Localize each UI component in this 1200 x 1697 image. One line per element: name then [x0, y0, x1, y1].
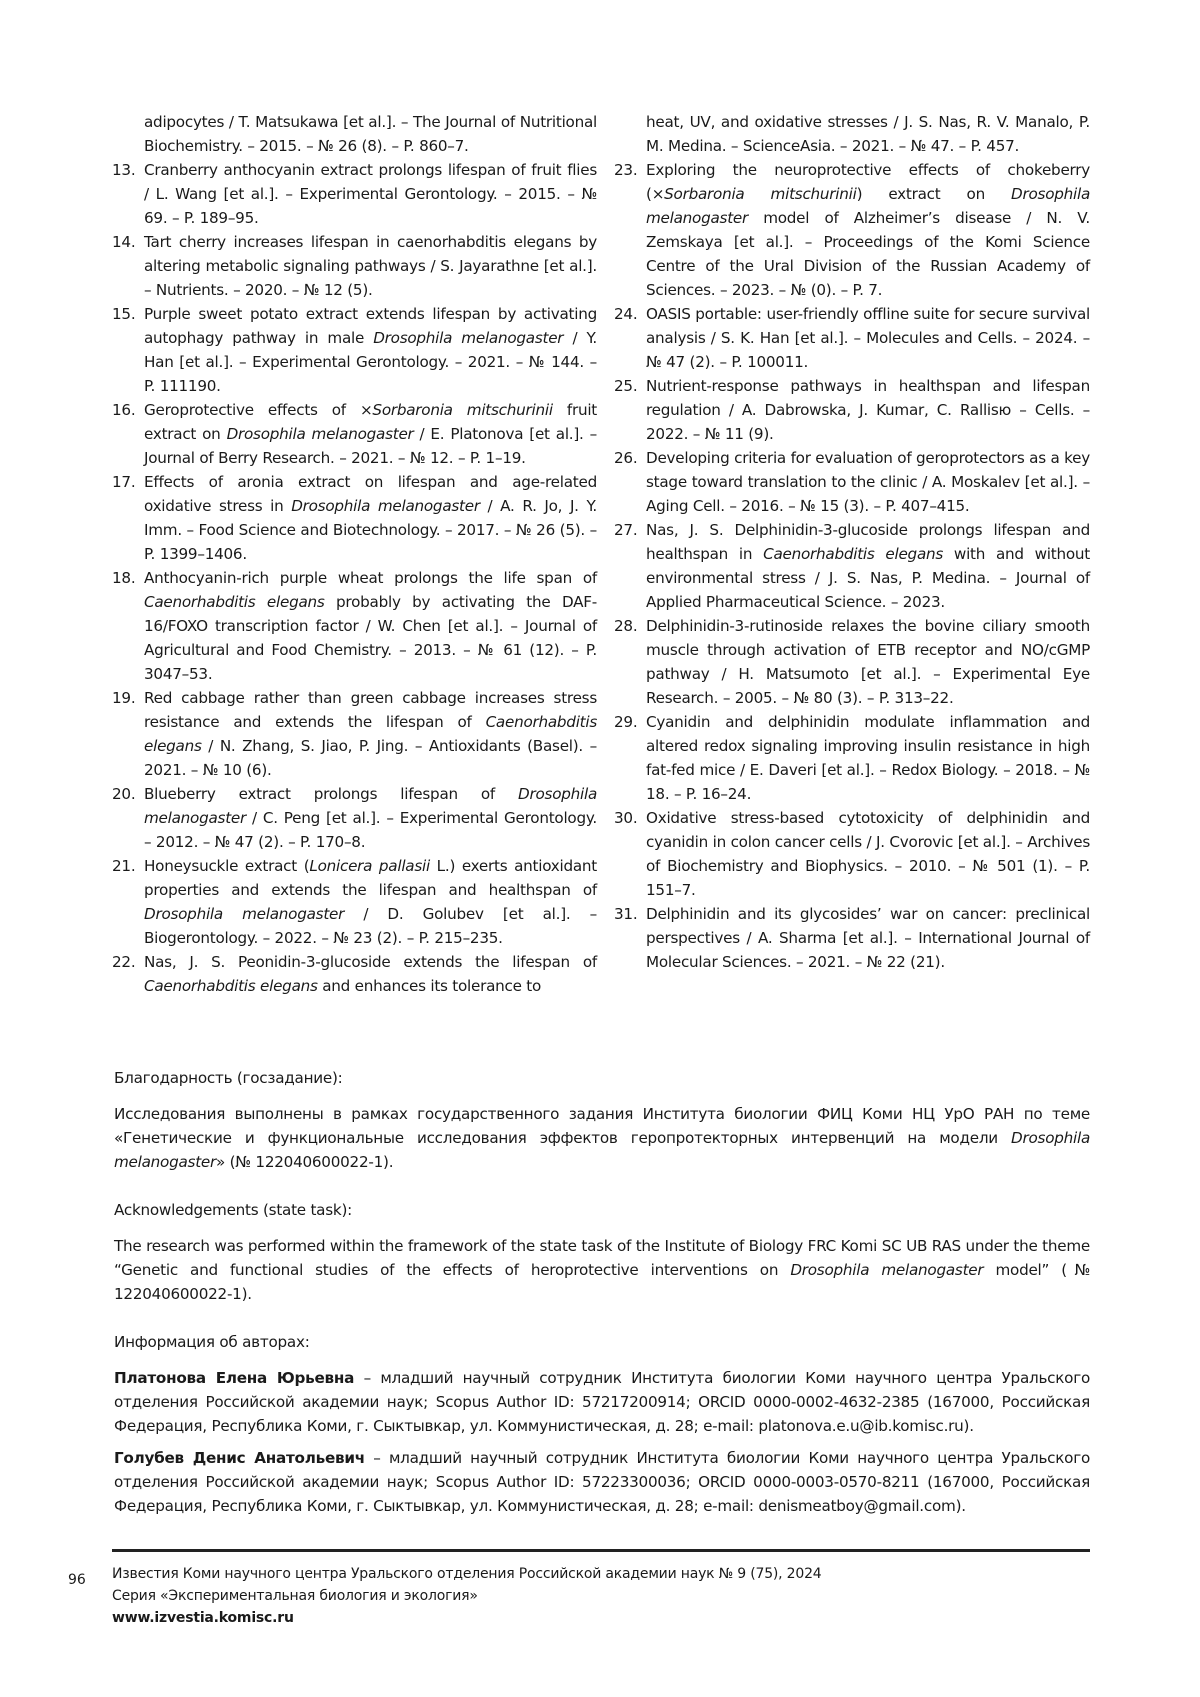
text-run: / C. Peng [et al.]. – Experimental Gerontology. – 2012. – № 47 (2). – P. 170–8. — [144, 809, 597, 851]
text-run: Tart cherry increases lifespan in caenorhabditis elegans by altering metabolic signaling pathways / S. Jayarathne [et al.]. – Nutrients. – 2020. – № 12 (5). — [144, 233, 597, 299]
reference-text — [144, 950, 597, 998]
text-run: Исследования выполнены в рамках государственного задания Института биологии ФИЦ Коми НЦ УрО РАН по теме «Генетические и функциональные исследования эффектов геропротекторных интервенций на модели — [114, 1105, 1090, 1147]
text-run: / N. Zhang, S. Jiao, P. Jing. – Antioxidants (Basel). – 2021. – № 10 (6). — [144, 737, 597, 779]
back-matter — [114, 1066, 1090, 1526]
text-run: Anthocyanin-rich purple wheat prolongs the life span of — [144, 569, 597, 587]
species-name: Caenorhabditis elegans — [763, 545, 944, 563]
reference-item — [112, 686, 597, 782]
text-run: Developing criteria for evaluation of geroprotectors as a key stage toward translation to the clinic / A. Moskalev [et al.]. – Aging Cell. – 2016. – № 15 (3). – P. 407–415. — [646, 449, 1090, 515]
text-run: Nutrient-response pathways in healthspan and lifespan regulation / A. Dabrowska, J. Kumar, C. Rallisю – Cells. – 2022. – № 11 (9). — [646, 377, 1090, 443]
reference-text — [614, 110, 1090, 158]
species-name: ×Sorbaronia mitschurinii — [651, 185, 857, 203]
reference-number: 22. — [112, 953, 136, 971]
reference-number: 14. — [112, 233, 136, 251]
species-name: Drosophila melanogaster — [373, 329, 564, 347]
acknowledgement-ru-title: Благодарность (госзадание): — [114, 1069, 343, 1087]
text-run: Purple sweet potato extract extends lifespan by activating autophagy pathway in male — [144, 305, 597, 347]
text-run: Exploring the neuroprotective effects of chokeberry ( — [646, 161, 1090, 203]
footer-journal-title: Известия Коми научного центра Уральского отделения Российской академии наук № 9 (75), 2024 — [112, 1566, 822, 1582]
reference-text — [646, 302, 1090, 374]
authors-title: Информация об авторах: — [114, 1333, 310, 1351]
reference-item — [112, 398, 597, 470]
reference-text — [646, 614, 1090, 710]
reference-text — [144, 566, 597, 686]
reference-text — [646, 374, 1090, 446]
reference-number: 15. — [112, 305, 136, 323]
reference-item — [614, 518, 1090, 614]
reference-item — [112, 110, 597, 158]
reference-number: 16. — [112, 401, 136, 419]
reference-text — [144, 854, 597, 950]
reference-item — [614, 302, 1090, 374]
species-name: Drosophila melanogaster — [144, 785, 597, 827]
author-name: Платонова Елена Юрьевна — [114, 1369, 355, 1387]
reference-number: 18. — [112, 569, 136, 587]
species-name: Lonicera pallasii — [309, 857, 430, 875]
text-run: / A. R. Jo, J. Y. Imm. – Food Science and Biotechnology. – 2017. – № 26 (5). – P. 1399–1406. — [144, 497, 597, 563]
acknowledgement-en-section — [114, 1198, 1090, 1306]
species-name: Caenorhabditis elegans — [144, 977, 318, 995]
text-run: model” (№ 122040600022-1). — [114, 1261, 1090, 1303]
footer-series: Серия «Экспериментальная биология и экология» — [112, 1588, 478, 1604]
author-name: Голубев Денис Анатольевич — [114, 1449, 365, 1467]
reference-item — [614, 110, 1090, 158]
reference-number: 21. — [112, 857, 136, 875]
species-name: Drosophila melanogaster — [291, 497, 480, 515]
reference-text — [646, 710, 1090, 806]
journal-footer — [112, 1563, 822, 1629]
text-run: and enhances its tolerance to — [317, 977, 542, 995]
text-run: Effects of aronia extract on lifespan and age-related oxidative stress in — [144, 473, 597, 515]
author-entry — [114, 1446, 1090, 1518]
reference-number: 26. — [614, 449, 638, 467]
reference-item — [614, 902, 1090, 974]
reference-text — [646, 518, 1090, 614]
references-right-column — [614, 110, 1090, 974]
reference-number: 31. — [614, 905, 638, 923]
species-name: Drosophila melanogaster — [790, 1261, 984, 1279]
text-run: Nas, J. S. Delphinidin-3-glucoside prolongs lifespan and healthspan in — [646, 521, 1090, 563]
reference-item — [112, 158, 597, 230]
reference-number: 29. — [614, 713, 638, 731]
reference-item — [614, 806, 1090, 902]
text-run: Cranberry anthocyanin extract prolongs lifespan of fruit flies / L. Wang [et al.]. – Experimental Gerontology. – 2015. – № 69. – P. 189–95. — [144, 161, 597, 227]
text-run: fruit extract on — [144, 401, 597, 443]
reference-item — [112, 566, 597, 686]
reference-item — [614, 446, 1090, 518]
reference-number: 20. — [112, 785, 136, 803]
text-run: The research was performed within the framework of the state task of the Institute of Biology FRC Komi SC UB RAS under the theme “Genetic and functional studies of the effects of heroprotective interventions on — [114, 1237, 1090, 1279]
reference-item — [112, 302, 597, 398]
footer-website-link[interactable]: www.izvestia.komisc.ru — [112, 1610, 294, 1626]
acknowledgement-en-text — [114, 1234, 1090, 1306]
footer-divider — [112, 1549, 1090, 1552]
species-name: Caenorhabditis elegans — [144, 593, 325, 611]
reference-item — [614, 614, 1090, 710]
text-run: Nas, J. S. Peonidin-3-glucoside extends the lifespan of — [144, 953, 597, 971]
text-run: / D. Golubev [et al.]. – Biogerontology. – 2022. – № 23 (2). – P. 215–235. — [144, 905, 597, 947]
text-run: Delphinidin-3-rutinoside relaxes the bovine ciliary smooth muscle through activation of ETB receptor and NO/cGMP pathway / H. Matsumoto [et al.]. – Experimental Eye Research. – 2005. – № 80 (3). – P. 313–22. — [646, 617, 1090, 707]
text-run: Blueberry extract prolongs lifespan of — [144, 785, 519, 803]
text-run: with and without environmental stress / J. S. Nas, P. Medina. – Journal of Applied Pharmaceutical Science. – 2023. — [646, 545, 1090, 611]
reference-text — [144, 686, 597, 782]
reference-number: 25. — [614, 377, 638, 395]
species-name: Drosophila melanogaster — [144, 905, 345, 923]
reference-text — [144, 230, 597, 302]
text-run: heat, UV, and oxidative stresses / J. S. Nas, R. V. Manalo, P. M. Medina. – ScienceAsia. – 2021. – № 47. – P. 457. — [646, 113, 1090, 155]
text-run: » (№ 122040600022-1). — [216, 1153, 394, 1171]
text-run: probably by activating the DAF-16/FOXO transcription factor / W. Chen [et al.]. – Journal of Agricultural and Food Chemistry. – 2013. – № 61 (12). – P. 3047–53. — [144, 593, 597, 683]
reference-item — [112, 230, 597, 302]
references-left-column — [112, 110, 597, 998]
reference-number: 30. — [614, 809, 638, 827]
acknowledgement-ru-text — [114, 1102, 1090, 1174]
reference-item — [614, 374, 1090, 446]
reference-number: 27. — [614, 521, 638, 539]
reference-number: 23. — [614, 161, 638, 179]
species-name: Drosophila melanogaster — [646, 185, 1090, 227]
reference-text — [112, 110, 597, 158]
author-entry — [114, 1366, 1090, 1438]
text-run: / Y. Han [et al.]. – Experimental Gerontology. – 2021. – № 144. – P. 111190. — [144, 329, 597, 395]
reference-item — [112, 782, 597, 854]
reference-item — [614, 158, 1090, 302]
text-run: Oxidative stress-based cytotoxicity of delphinidin and cyanidin in colon cancer cells / J. Cvorovic [et al.]. – Archives of Biochemistry and Biophysics. – 2010. – № 501 (1). – P. 151–7. — [646, 809, 1090, 899]
species-name: Drosophila melanogaster — [226, 425, 414, 443]
text-run: Cyanidin and delphinidin modulate inflammation and altered redox signaling improving insulin resistance in high fat-fed mice / E. Daveri [et al.]. – Redox Biology. – 2018. – № 18. – P. 16–24. — [646, 713, 1090, 803]
acknowledgement-en-title: Acknowledgements (state task): — [114, 1201, 352, 1219]
text-run: adipocytes / T. Matsukawa [et al.]. – The Journal of Nutritional Biochemistry. – 2015. – № 26 (8). – P. 860–7. — [144, 113, 597, 155]
reference-text — [144, 398, 597, 470]
reference-text — [646, 158, 1090, 302]
reference-text — [144, 158, 597, 230]
reference-text — [646, 902, 1090, 974]
reference-text — [646, 446, 1090, 518]
reference-item — [112, 854, 597, 950]
reference-text — [144, 782, 597, 854]
reference-text — [144, 302, 597, 398]
reference-text — [646, 806, 1090, 902]
text-run: ) extract on — [856, 185, 1012, 203]
text-run: Red cabbage rather than green cabbage increases stress resistance and extends the lifespan of — [144, 689, 597, 731]
page-number: 96 — [68, 1572, 86, 1588]
reference-number: 19. — [112, 689, 136, 707]
reference-number: 17. — [112, 473, 136, 491]
text-run: / E. Platonova [et al.]. – Journal of Berry Research. – 2021. – № 12. – P. 1–19. — [144, 425, 597, 467]
reference-number: 13. — [112, 161, 136, 179]
text-run: Geroprotective effects of — [144, 401, 360, 419]
species-name: Caenorhabditis elegans — [144, 713, 597, 755]
reference-number: 28. — [614, 617, 638, 635]
reference-text — [144, 470, 597, 566]
author-details: – младший научный сотрудник Института биологии Коми научного центра Уральского отделения Российской академии наук; Scopus Author ID: 57223300036; ORCID 0000-0003-0570-8211 (167000, Российская Федерация, Республика Коми, г. Сыктывкар, ул. Коммунистическая, д. 28; e-mail: denismeatboy@gmail.com). — [114, 1449, 1090, 1515]
text-run: model of Alzheimer’s disease / N. V. Zemskaya [et al.]. – Proceedings of the Komi Science Centre of the Ural Division of the Russian Academy of Sciences. – 2023. – № (0). – P. 7. — [646, 209, 1090, 299]
author-details: – младший научный сотрудник Института биологии Коми научного центра Уральского отделения Российской академии наук; Scopus Author ID: 57217200914; ORCID 0000-0002-4632-2385 (167000, Российская Федерация, Республика Коми, г. Сыктывкар, ул. Коммунистическая, д. 28; e-mail: platonova.e.u@ib.komisc.ru). — [114, 1369, 1090, 1435]
text-run: Honeysuckle extract ( — [144, 857, 310, 875]
acknowledgement-ru-section — [114, 1066, 1090, 1174]
text-run: OASIS portable: user-friendly offline suite for secure survival analysis / S. K. Han [et al.]. – Molecules and Cells. – 2024. – № 47 (2). – P. 100011. — [646, 305, 1090, 371]
text-run: Delphinidin and its glycosides’ war on cancer: preclinical perspectives / A. Sharma [et al.]. – International Journal of Molecular Sciences. – 2021. – № 22 (21). — [646, 905, 1090, 971]
reference-item — [112, 470, 597, 566]
reference-number: 24. — [614, 305, 638, 323]
species-name: Drosophila melanogaster — [114, 1129, 1090, 1171]
reference-item — [112, 950, 597, 998]
reference-item — [614, 710, 1090, 806]
text-run: L.) exerts antioxidant properties and extends the lifespan and healthspan of — [144, 857, 598, 899]
authors-section — [114, 1330, 1090, 1518]
species-name: ×Sorbaronia mitschurinii — [359, 401, 553, 419]
